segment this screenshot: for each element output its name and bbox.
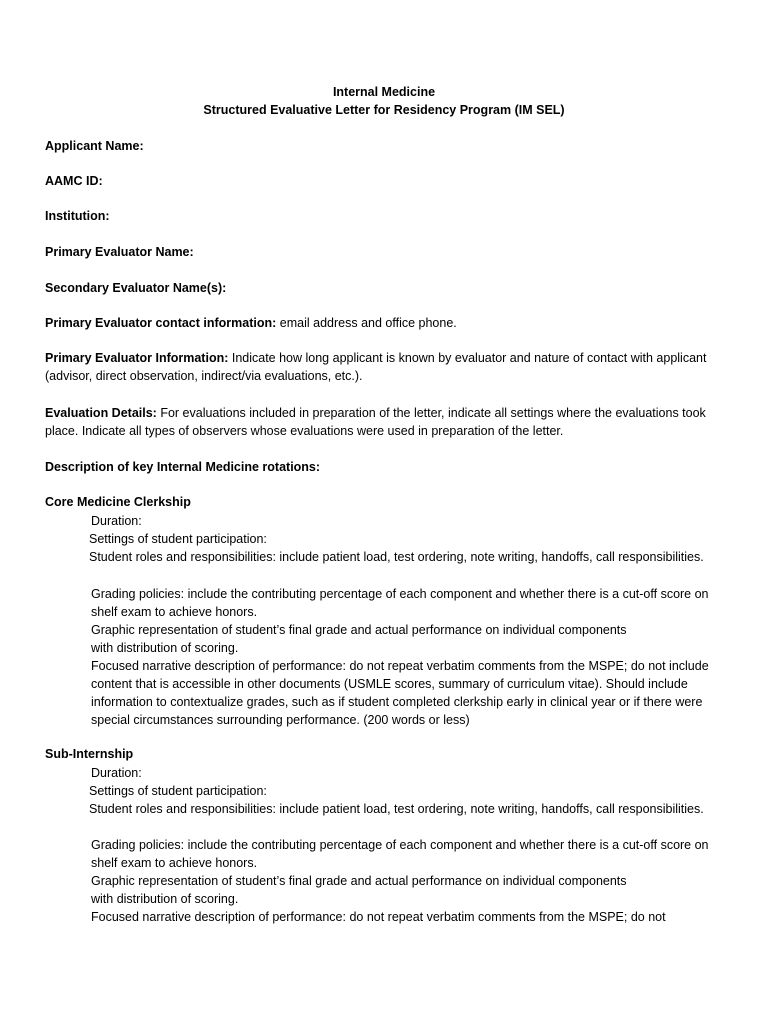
sub-graphic-line-1: Graphic representation of student’s final grade and actual performance on individual components <box>91 874 627 888</box>
contact-information-label: Primary Evaluator contact information: <box>45 316 277 330</box>
evaluation-details-label: Evaluation Details: <box>45 406 157 420</box>
institution-label: Institution: <box>45 209 110 223</box>
core-duration: Duration: <box>91 514 142 528</box>
sub-internship-heading: Sub-Internship <box>45 747 134 761</box>
document-title: Internal Medicine <box>332 85 436 99</box>
core-roles: Student roles and responsibilities: include patient load, test ordering, note writing, handoffs, call responsibilities. <box>89 550 704 564</box>
sub-duration: Duration: <box>91 766 142 780</box>
core-clerkship-heading: Core Medicine Clerkship <box>45 495 191 509</box>
sub-graphic-line-2: with distribution of scoring. <box>91 892 239 906</box>
sub-grading: Grading policies: include the contributing percentage of each component and whether there is a cut-off score on shelf exam to achieve honors. <box>91 838 709 870</box>
contact-information <box>45 314 725 332</box>
core-settings: Settings of student participation: <box>89 532 267 546</box>
core-grading: Grading policies: include the contributing percentage of each component and whether there is a cut-off score on shelf exam to achieve honors. <box>91 587 709 619</box>
evaluator-information-text: Indicate how long applicant is known by evaluator and nature of contact with applicant (advisor, direct observation, indirect/via evaluations, etc.). <box>45 351 707 383</box>
rotations-heading: Description of key Internal Medicine rotations: <box>45 460 321 474</box>
sub-narrative: Focused narrative description of performance: do not repeat verbatim comments from the MSPE; do not <box>91 910 666 924</box>
evaluation-details <box>45 404 725 440</box>
aamc-id-label: AAMC ID: <box>45 174 103 188</box>
sub-roles: Student roles and responsibilities: include patient load, test ordering, note writing, handoffs, call responsibilities. <box>89 802 704 816</box>
primary-evaluator-name-label: Primary Evaluator Name: <box>45 245 194 259</box>
document-header <box>0 83 768 119</box>
core-graphic-line-2: with distribution of scoring. <box>91 641 239 655</box>
document-subtitle: Structured Evaluative Letter for Residency Program (IM SEL) <box>203 103 565 117</box>
contact-information-text: email address and office phone. <box>276 316 457 330</box>
core-graphic-representation <box>91 621 711 657</box>
sub-settings: Settings of student participation: <box>89 784 267 798</box>
sub-graphic-representation <box>91 872 711 908</box>
evaluator-information-label: Primary Evaluator Information: <box>45 351 229 365</box>
applicant-name-label: Applicant Name: <box>45 139 144 153</box>
core-narrative: Focused narrative description of performance: do not repeat verbatim comments from the MSPE; do not include content that is accessible in other documents (USMLE scores, summary of curriculum vitae). Should include information to contextualize grades, such as if student completed clerkship early in clinical year or if there were special circumstances surrounding performance. (200 words or less) <box>91 659 709 727</box>
secondary-evaluator-names-label: Secondary Evaluator Name(s): <box>45 281 227 295</box>
evaluator-information <box>45 349 725 385</box>
core-graphic-line-1: Graphic representation of student’s final grade and actual performance on individual components <box>91 623 627 637</box>
evaluation-details-text: For evaluations included in preparation of the letter, indicate all settings where the evaluations took place. Indicate all types of observers whose evaluations were used in preparation of the letter. <box>45 406 706 438</box>
